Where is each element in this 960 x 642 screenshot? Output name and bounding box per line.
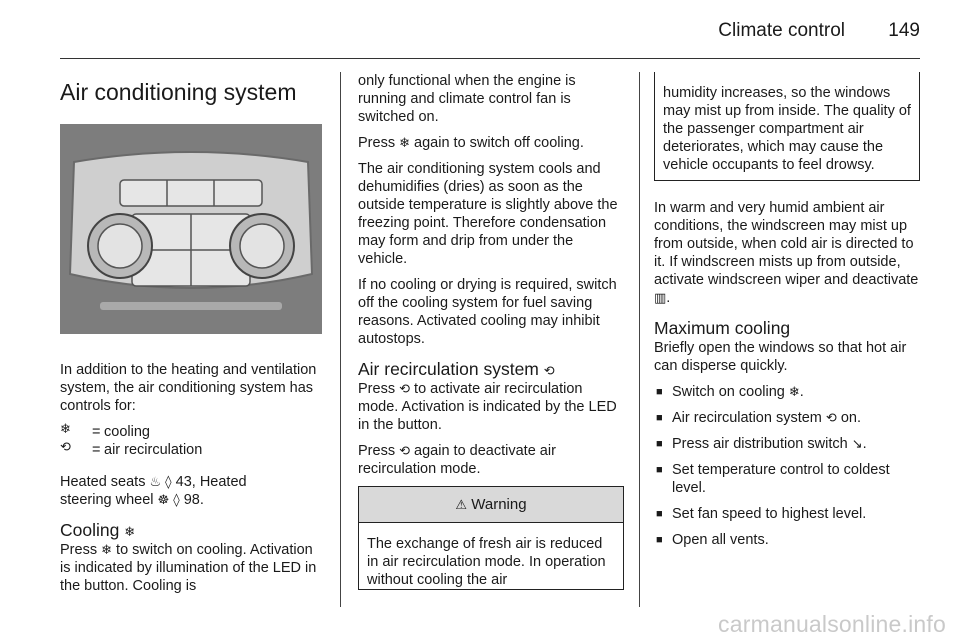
climate-control-panel-illustration bbox=[60, 124, 322, 334]
chapter-title: Climate control bbox=[718, 20, 846, 41]
recirculation-icon: ⟲ bbox=[399, 444, 411, 459]
cooling-icon: ❄ bbox=[788, 385, 800, 400]
paragraph bbox=[654, 199, 920, 307]
text-run: on. bbox=[840, 410, 862, 426]
warning-icon: ⚠ bbox=[455, 498, 468, 513]
text-run: . bbox=[862, 436, 867, 452]
recirculation-icon: ⟲ bbox=[399, 382, 411, 397]
paragraph: The air conditioning system cools and dehumidifies (dries) as soon as the outside temperature is slightly above the freezing point. Therefore condensation may form and drip from under the vehicle. bbox=[358, 161, 618, 267]
steering-wheel-icon: ☸ bbox=[157, 493, 170, 508]
list-item: ■ Set fan speed to highest level. bbox=[654, 505, 920, 523]
text-run: Switch on cooling bbox=[672, 384, 785, 400]
windscreen-air-icon: ▥ bbox=[654, 291, 667, 306]
paragraph: Briefly open the windows so that hot air can disperse quickly. bbox=[654, 340, 907, 374]
text-run: Press bbox=[358, 135, 396, 151]
list-item: ■ Open all vents. bbox=[654, 531, 920, 549]
list-item: ■ Set temperature control to coldest level. bbox=[654, 461, 920, 497]
list-item bbox=[654, 409, 920, 427]
watermark: carmanualsonline.info bbox=[718, 611, 946, 637]
text-run: Air recirculation system bbox=[672, 410, 822, 426]
paragraph bbox=[358, 134, 624, 152]
column-3 bbox=[654, 72, 920, 557]
warning-text: The exchange of fresh air is reduced in air recirculation mode. In operation without cooling the air bbox=[367, 536, 606, 588]
cooling-icon: ❄ bbox=[124, 525, 136, 540]
paragraph: only functional when the engine is running and climate control fan is switched on. bbox=[358, 73, 576, 125]
cooling-heading bbox=[60, 519, 326, 541]
legend-row-cooling bbox=[60, 423, 326, 441]
warning-continuation: humidity increases, so the windows may mist up from inside. The quality of the passenger compartment air deteriorates, which may cause the vehicle occupants to feel drowsy. bbox=[654, 72, 920, 181]
page-ref-link[interactable]: 98. bbox=[183, 492, 204, 508]
text-run: again to deactivate air recirculation mode. bbox=[358, 443, 556, 477]
legend-text: air recirculation bbox=[104, 442, 203, 458]
max-cooling-heading: Maximum cooling bbox=[654, 318, 791, 338]
heated-wheel-label: steering wheel bbox=[60, 492, 154, 508]
text-run: Press bbox=[60, 542, 98, 558]
equals-sign: = bbox=[92, 424, 101, 440]
heated-seat-icon: ♨ bbox=[149, 475, 162, 490]
cooling-icon: ❄ bbox=[399, 136, 411, 151]
column-divider bbox=[340, 72, 341, 607]
column-1 bbox=[60, 72, 326, 603]
legend-text: cooling bbox=[104, 424, 150, 440]
recirculation-icon: ⟲ bbox=[543, 364, 555, 379]
heated-features-text bbox=[60, 473, 326, 509]
recirculation-heading bbox=[358, 358, 624, 380]
text-run: to switch on cooling. Activation is indicated by illumination of the LED in the button. Cooling is bbox=[60, 542, 317, 594]
page-number: 149 bbox=[888, 20, 920, 41]
text-run: again to switch off cooling. bbox=[414, 135, 584, 151]
running-head bbox=[718, 20, 920, 42]
control-legend bbox=[60, 423, 326, 459]
text-run: Press air distribution switch bbox=[672, 436, 848, 452]
list-item bbox=[654, 435, 920, 453]
intro-text: In addition to the heating and ventilation system, the air conditioning system has controls for: bbox=[60, 362, 317, 414]
text-run: . bbox=[666, 290, 671, 306]
cooling-icon: ❄ bbox=[60, 422, 71, 437]
legend-row-recirculation bbox=[60, 441, 326, 459]
paragraph: If no cooling or drying is required, switch off the cooling system for fuel saving reasons. Activated cooling may inhibit autostops. bbox=[358, 277, 617, 347]
warning-header bbox=[359, 487, 623, 523]
heading-text: Air recirculation system bbox=[358, 359, 539, 379]
heading-text: Cooling bbox=[60, 520, 120, 540]
equals-sign: = bbox=[92, 442, 101, 458]
text-run: . bbox=[799, 384, 804, 400]
heated-seats-label: Heated seats bbox=[60, 474, 146, 490]
text-run: In warm and very humid ambient air conditions, the windscreen may mist up from outside, when cold air is directed to it. If windscreen mists up from outside, activate windscreen wiper and deactivate bbox=[654, 200, 919, 288]
cooling-text bbox=[60, 541, 326, 595]
max-cooling-steps bbox=[654, 383, 920, 549]
section-heading: Air conditioning system bbox=[60, 79, 297, 105]
warning-title: Warning bbox=[471, 496, 527, 513]
list-item bbox=[654, 383, 920, 401]
column-divider bbox=[639, 72, 640, 607]
recirculation-icon: ⟲ bbox=[60, 440, 71, 455]
text-run: Press bbox=[358, 443, 396, 459]
recirculation-icon: ⟲ bbox=[825, 411, 837, 426]
text-run: to activate air recirculation mode. Activation is indicated by the LED in the button. bbox=[358, 381, 617, 433]
page-ref-link[interactable]: 43, Heated bbox=[175, 474, 247, 490]
text-run: Press bbox=[358, 381, 396, 397]
header-rule bbox=[60, 58, 920, 59]
column-2 bbox=[358, 72, 624, 590]
paragraph bbox=[358, 442, 624, 478]
page-ref-icon[interactable]: ◊ bbox=[173, 493, 180, 508]
page-ref-icon[interactable]: ◊ bbox=[165, 475, 172, 490]
paragraph bbox=[358, 380, 624, 434]
cooling-icon: ❄ bbox=[101, 543, 113, 558]
foot-air-icon: ↘ bbox=[851, 437, 863, 452]
warning-box bbox=[358, 486, 624, 590]
